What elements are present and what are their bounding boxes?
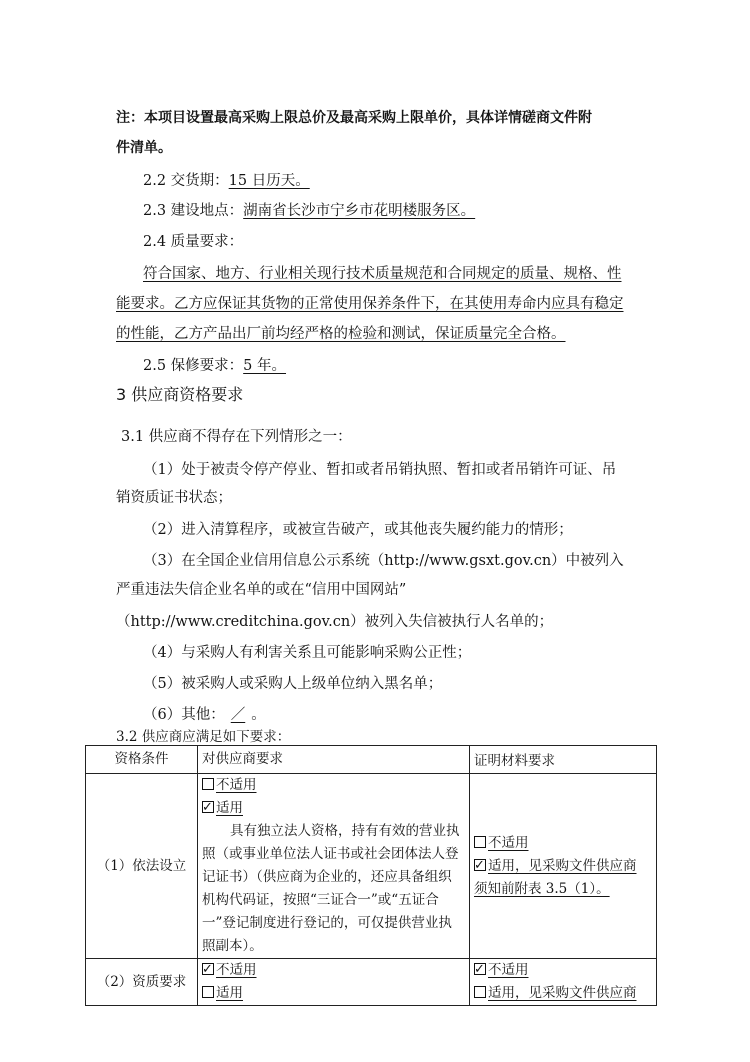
row-2-option-apply[interactable]	[202, 982, 465, 1005]
warranty-item	[143, 356, 286, 376]
header-supplier-requirement: 对供应商要求	[198, 746, 470, 774]
location-value: 湖南省长沙市宁乡市花明楼服务区。	[243, 203, 476, 219]
quality-line-1: 符合国家、地方、行业相关现行技术质量规范和合同规定的质量、规格、性	[143, 266, 622, 282]
row-2-condition: （2）资质要求	[86, 959, 198, 1006]
row-2-option-apply-label: 适用	[216, 985, 243, 1001]
row-2-requirement	[198, 959, 470, 1006]
row-1-proof	[470, 774, 657, 959]
condition-6-value: ／	[230, 707, 246, 723]
table-header-row	[86, 746, 657, 774]
checkbox-empty-icon	[202, 986, 214, 998]
condition-3-line-2: 严重违法失信企业名单的或在“信用中国网站”	[116, 582, 407, 598]
checkbox-empty-icon	[474, 986, 486, 998]
row-1-description: 具有独立法人资格，持有有效的营业执照（或事业单位法人证书或社会团体法人登记证书）（供应商为企业的，还应具备组织机构代码证，按照“三证合一”或“五证合一”登记制度进行登记的，可仅提供营业执照副本）。	[202, 823, 460, 954]
row-1-option-na[interactable]	[202, 774, 465, 797]
table-row	[86, 774, 657, 959]
condition-6-end: 。	[251, 707, 266, 723]
row-1-requirement	[198, 774, 470, 959]
row-1-proof-apply-cont: 须知前附表 3.5（1）。	[474, 880, 610, 897]
row-1-proof-na-label: 不适用	[488, 834, 529, 851]
row-1-proof-apply-label: 适用，见采购文件供应商	[488, 857, 637, 874]
checkbox-checked-icon	[474, 963, 486, 975]
section-3-heading: 3 供应商资格要求	[116, 385, 244, 404]
condition-6-label: （6）其他：	[143, 707, 225, 723]
note-line-2: 件清单。	[116, 140, 172, 156]
quality-line-2: 能要求。乙方应保证其货物的正常使用保养条件下，在其使用寿命内应具有稳定	[116, 296, 624, 312]
requirements-table	[85, 745, 657, 1006]
checkbox-checked-icon	[202, 963, 214, 975]
row-2-option-na[interactable]	[202, 959, 465, 982]
row-1-proof-na[interactable]	[474, 832, 652, 855]
row-2-option-na-label: 不适用	[216, 962, 257, 978]
delivery-item	[143, 171, 310, 191]
delivery-label: 2.2 交货期：	[143, 173, 229, 189]
warranty-value: 5 年。	[243, 358, 287, 374]
section-3-intro: 3.1 供应商不得存在下列情形之一：	[121, 429, 352, 445]
condition-4: （4）与采购人有利害关系且可能影响采购公正性；	[143, 645, 472, 661]
row-2-proof-apply-label: 适用，见采购文件供应商	[488, 985, 637, 1001]
row-1-proof-apply[interactable]	[474, 855, 652, 878]
row-2-proof-na-label: 不适用	[488, 962, 529, 978]
row-2-proof-apply[interactable]	[474, 982, 652, 1005]
condition-1-line-1: （1）处于被责令停产停业、暂扣或者吊销执照、暂扣或者吊销许可证、吊	[143, 462, 617, 478]
quality-label: 2.4 质量要求：	[143, 234, 244, 250]
condition-6	[143, 705, 266, 725]
condition-5: （5）被采购人或采购人上级单位纳入黑名单；	[143, 676, 443, 692]
checkbox-checked-icon	[202, 801, 214, 813]
row-1-option-apply-label: 适用	[216, 800, 243, 816]
table-row	[86, 959, 657, 1006]
header-proof-requirement: 证明材料要求	[470, 746, 657, 774]
condition-3-line-3: （http://www.creditchina.gov.cn）被列入失信被执行人名单的；	[116, 614, 554, 630]
row-1-condition: （1）依法设立	[86, 774, 198, 959]
row-2-proof	[470, 959, 657, 1006]
section-3-intro-2: 3.2 供应商应满足如下要求：	[116, 729, 291, 745]
condition-2: （2）进入清算程序，或被宣告破产，或其他丧失履约能力的情形；	[143, 522, 573, 538]
row-1-option-na-label: 不适用	[216, 777, 257, 793]
header-condition: 资格条件	[86, 746, 198, 774]
quality-line-3: 的性能，乙方产品出厂前均经严格的检验和测试，保证质量完全合格。	[116, 326, 566, 342]
delivery-value: 15 日历天。	[228, 173, 310, 189]
checkbox-checked-icon	[474, 859, 486, 871]
row-1-option-apply[interactable]	[202, 797, 465, 820]
location-item	[143, 201, 475, 221]
warranty-label: 2.5 保修要求：	[143, 358, 244, 374]
note-line-1: 注：本项目设置最高采购上限总价及最高采购上限单价，具体详情磋商文件附	[116, 110, 592, 126]
condition-1-line-2: 销资质证书状态；	[116, 490, 232, 506]
location-label: 2.3 建设地点：	[143, 203, 244, 219]
row-2-proof-na[interactable]	[474, 959, 652, 982]
checkbox-empty-icon	[202, 778, 214, 790]
condition-3-line-1: （3）在全国企业信用信息公示系统（http://www.gsxt.gov.cn）中被列入	[143, 553, 624, 569]
checkbox-empty-icon	[474, 836, 486, 848]
